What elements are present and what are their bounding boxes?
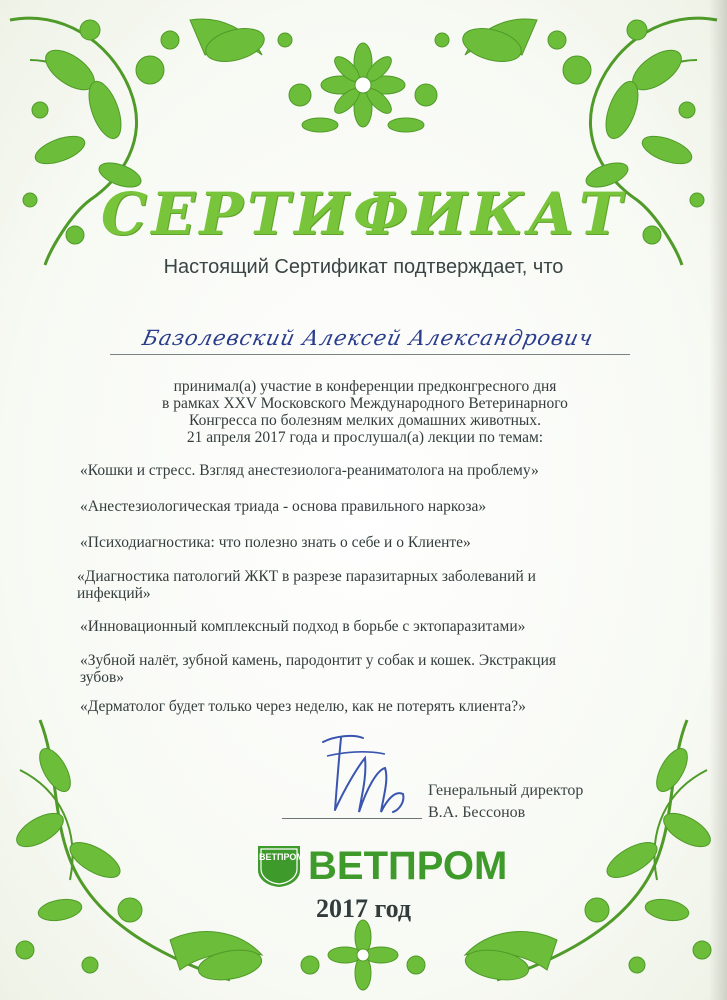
signature-line bbox=[282, 818, 422, 819]
logo-wordmark: ВЕТПРОМ bbox=[308, 844, 508, 888]
topic-item-continuation: зубов» bbox=[80, 669, 125, 686]
certificate-title: СЕРТИФИКАТ bbox=[101, 180, 626, 248]
topic-item: «Диагностика патологий ЖКТ в разрезе паразитарных заболеваний и bbox=[77, 568, 536, 585]
intro-line: Конгресса по болезням мелких домашних животных. bbox=[189, 412, 541, 429]
topic-item: «Психодиагностика: что полезно знать о себе и о Клиенте» bbox=[80, 534, 471, 551]
topic-item: «Дерматолог будет только через неделю, как не потерять клиента?» bbox=[80, 698, 526, 715]
topic-item-continuation: инфекций» bbox=[77, 585, 151, 602]
page-edge-shadow bbox=[709, 0, 727, 1000]
director-title: Генеральный директор bbox=[428, 782, 584, 799]
logo-badge-text: ВЕТПРОМ bbox=[259, 852, 304, 862]
certificate-year: 2017 год bbox=[315, 894, 412, 923]
vetprom-logo bbox=[256, 842, 508, 892]
intro-line: в рамках XXV Московского Международного Ветеринарного bbox=[162, 395, 568, 412]
topic-item: «Анестезиологическая триада - основа правильного наркоза» bbox=[80, 498, 487, 515]
recipient-name: Базолевский Алексей Александрович bbox=[140, 326, 596, 350]
topic-item: «Зубной налёт, зубной камень, пародонтит у собак и кошек. Экстракция bbox=[80, 652, 557, 669]
intro-line: принимал(а) участие в конференции предконгресного дня bbox=[173, 378, 557, 395]
logo-shield-icon bbox=[256, 844, 302, 888]
director-name: В.А. Бессонов bbox=[428, 804, 526, 821]
certificate-subtitle: Настоящий Сертификат подтверждает, что bbox=[163, 256, 564, 278]
topic-item: «Инновационный комплексный подход в борьбе с эктопаразитами» bbox=[80, 618, 526, 635]
director-signature bbox=[305, 728, 415, 823]
intro-text bbox=[90, 378, 640, 446]
recipient-underline bbox=[110, 354, 630, 355]
intro-line: 21 апреля 2017 года и прослушал(а) лекции по темам: bbox=[186, 429, 544, 446]
topic-item: «Кошки и стресс. Взгляд анестезиолога-реаниматолога на проблему» bbox=[80, 462, 539, 479]
